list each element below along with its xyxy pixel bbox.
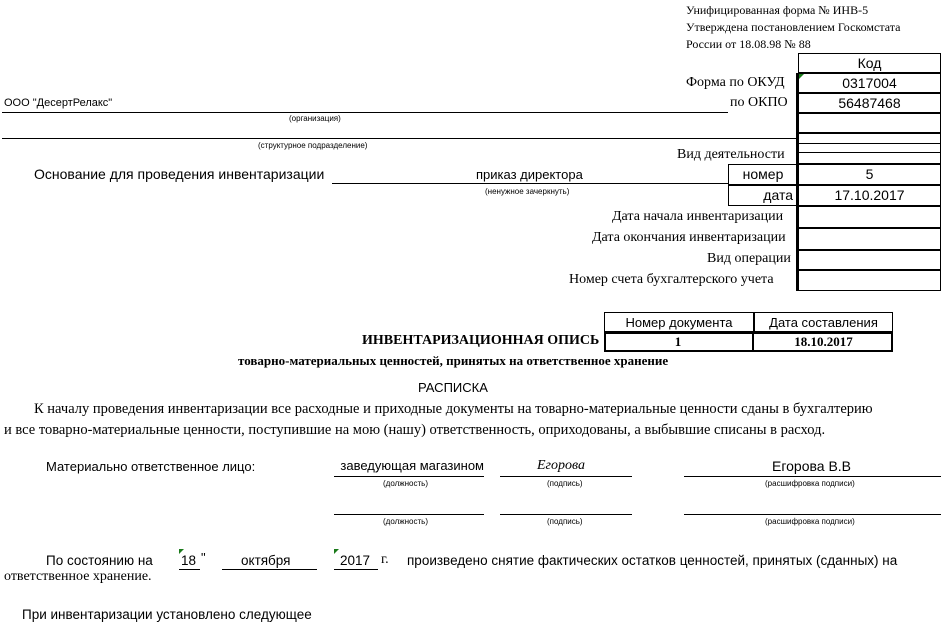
division-line — [2, 138, 796, 139]
signature-value[interactable]: Егорова — [537, 458, 585, 473]
signature-caption-2: (подпись) — [547, 517, 583, 526]
position-caption: (должность) — [383, 479, 428, 488]
division-caption: (структурное подразделение) — [258, 141, 368, 150]
form-approval-date: России от 18.08.98 № 88 — [686, 37, 811, 51]
signature-line — [500, 476, 632, 477]
operation-label: Вид операции — [707, 251, 791, 266]
organization-line — [2, 112, 728, 113]
basis-value: приказ директора — [476, 167, 583, 182]
state-year-suffix: г. — [381, 552, 389, 567]
okud-label: Форма по ОКУД — [686, 75, 785, 90]
position-caption-2: (должность) — [383, 517, 428, 526]
state-prefix: По состоянию на — [46, 553, 153, 568]
date-label: дата — [728, 185, 798, 206]
receipt-heading: РАСПИСКА — [418, 380, 488, 395]
empty-code-1[interactable] — [798, 113, 941, 133]
day-line — [179, 569, 200, 570]
comment-marker — [799, 74, 804, 79]
organization-name: ООО "ДесертРелакс" — [4, 97, 113, 109]
kod-header: Код — [798, 53, 941, 73]
year-line — [334, 569, 378, 570]
receipt-line-2: и все товарно-материальные ценности, поступившие на мою (нашу) ответственность, оприходованы, а выбывшие списаны в расход. — [4, 422, 826, 438]
activity-label: Вид деятельности — [677, 147, 785, 162]
date-value[interactable]: 17.10.2017 — [798, 185, 941, 206]
signature-caption: (подпись) — [547, 479, 583, 488]
decoding-caption: (расшифровка подписи) — [765, 479, 855, 488]
decoding-line-2 — [684, 514, 941, 515]
decoding-value[interactable]: Егорова В.В — [772, 458, 852, 474]
inv-start-value[interactable] — [798, 206, 941, 228]
doc-number-value[interactable]: 1 — [604, 332, 754, 352]
state-text: произведено снятие фактических остатков ценностей, принятых (сданных) на — [407, 553, 898, 568]
form-name: Унифицированная форма № ИНВ-5 — [686, 3, 869, 17]
doc-date-value[interactable]: 18.10.2017 — [794, 334, 853, 349]
responsible-label: Материально ответственное лицо: — [46, 459, 256, 474]
document-subtitle: товарно-материальных ценностей, принятых на ответственное хранение — [238, 353, 669, 368]
state-day[interactable]: 18 — [181, 553, 197, 568]
month-line — [222, 569, 317, 570]
comment-marker — [334, 549, 339, 554]
operation-value[interactable] — [798, 250, 941, 270]
signature-line-2 — [500, 514, 632, 515]
organization-caption: (организация) — [289, 114, 341, 123]
number-label: номер — [728, 164, 798, 185]
inv-end-value[interactable] — [798, 228, 941, 250]
established-text: При инвентаризации установлено следующее — [22, 607, 312, 622]
doc-date-header: Дата составления — [754, 312, 893, 332]
account-label: Номер счета бухгалтерского учета — [569, 272, 774, 287]
okpo-label: по ОКПО — [730, 95, 788, 110]
state-quote: " — [201, 550, 206, 565]
position-line-2 — [334, 514, 484, 515]
form-approval: Утверждена постановлением Госкомстата — [686, 20, 901, 34]
activity-code[interactable] — [798, 143, 941, 164]
document-title: ИНВЕНТАРИЗАЦИОННАЯ ОПИСЬ — [362, 333, 600, 348]
state-month[interactable]: октября — [241, 553, 291, 568]
receipt-line-1: К началу проведения инвентаризации все расходные и приходные документы на товарно-материальные ценности сданы в бухгалтерию — [34, 401, 873, 417]
decoding-caption-2: (расшифровка подписи) — [765, 517, 855, 526]
doc-number-header: Номер документа — [604, 312, 754, 332]
number-value[interactable]: 5 — [798, 164, 941, 185]
inv-start-label: Дата начала инвентаризации — [612, 209, 784, 224]
okud-code[interactable]: 0317004 — [798, 73, 941, 93]
position-line — [334, 476, 484, 477]
basis-caption: (ненужное зачеркнуть) — [485, 187, 570, 196]
state-year[interactable]: 2017 — [340, 553, 371, 568]
account-value[interactable] — [798, 270, 941, 291]
decoding-line — [684, 476, 941, 477]
state-line-2: ответственное хранение. — [4, 569, 152, 584]
okpo-code[interactable]: 56487468 — [798, 93, 941, 113]
position-value[interactable]: заведующая магазином — [340, 458, 484, 473]
basis-line — [332, 183, 728, 184]
basis-label: Основание для проведения инвентаризации — [34, 166, 325, 182]
inv-end-label: Дата окончания инвентаризации — [592, 230, 786, 245]
